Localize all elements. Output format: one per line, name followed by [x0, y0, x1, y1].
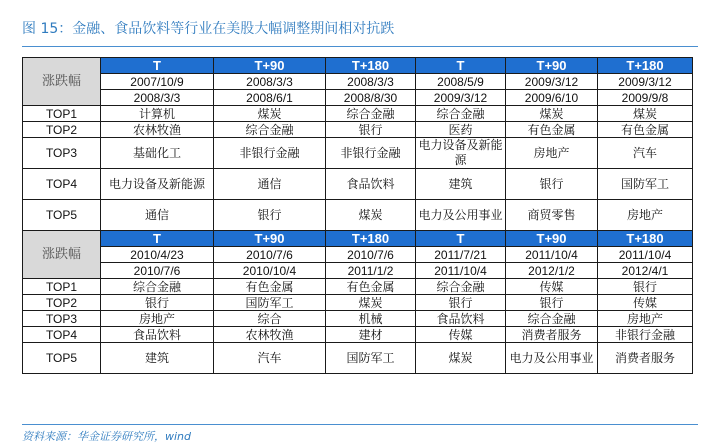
- end-date-cell: 2009/6/10: [506, 90, 598, 106]
- end-date-cell: 2010/7/6: [101, 263, 214, 279]
- industry-cell: 房地产: [598, 200, 693, 231]
- industry-cell: 综合金融: [416, 279, 506, 295]
- start-date-cell: 2010/7/6: [214, 247, 326, 263]
- table-row: [23, 343, 693, 374]
- industry-cell: 机械: [326, 311, 416, 327]
- industry-cell: 综合金融: [326, 106, 416, 122]
- industry-cell: 农林牧渔: [214, 327, 326, 343]
- start-date-cell: 2010/7/6: [326, 247, 416, 263]
- industry-cell: 消费者服务: [506, 327, 598, 343]
- industry-cell: 煤炭: [416, 343, 506, 374]
- start-date-cell: 2011/7/21: [416, 247, 506, 263]
- table-row: [23, 169, 693, 200]
- rank-label: TOP3: [23, 311, 101, 327]
- source-note: 资料来源：华金证券研究所，wind: [22, 430, 192, 443]
- header-cell: T+90: [214, 231, 326, 247]
- start-date-cell: 2008/3/3: [214, 74, 326, 90]
- end-date-cell: 2011/10/4: [416, 263, 506, 279]
- industry-cell: 非银行金融: [598, 327, 693, 343]
- industry-cell: 汽车: [598, 138, 693, 169]
- industry-cell: 房地产: [101, 311, 214, 327]
- end-date-cell: 2008/3/3: [101, 90, 214, 106]
- industry-cell: 银行: [598, 279, 693, 295]
- industry-cell: 电力设备及新能源: [416, 138, 506, 169]
- rank-label: TOP2: [23, 295, 101, 311]
- industry-cell: 食品饮料: [416, 311, 506, 327]
- end-date-cell: 2008/6/1: [214, 90, 326, 106]
- header-cell: T: [416, 58, 506, 74]
- table-row: [23, 106, 693, 122]
- industry-cell: 电力及公用事业: [506, 343, 598, 374]
- table-row: [23, 327, 693, 343]
- industry-cell: 综合金融: [506, 311, 598, 327]
- end-date-cell: 2012/4/1: [598, 263, 693, 279]
- header-cell: T: [101, 58, 214, 74]
- industry-cell: 建筑: [416, 169, 506, 200]
- title-divider: [22, 46, 698, 47]
- industry-cell: 食品饮料: [101, 327, 214, 343]
- industry-cell: 银行: [326, 122, 416, 138]
- start-date-cell: 2010/4/23: [101, 247, 214, 263]
- header-cell: T+180: [598, 58, 693, 74]
- table-row: [23, 279, 693, 295]
- industry-ranking-table: [22, 57, 693, 374]
- row-label-change: 涨跌幅: [23, 58, 101, 106]
- industry-cell: 综合金融: [214, 122, 326, 138]
- header-cell: T+90: [506, 58, 598, 74]
- industry-cell: 国防军工: [598, 169, 693, 200]
- industry-cell: 综合金融: [101, 279, 214, 295]
- industry-cell: 电力设备及新能源: [101, 169, 214, 200]
- industry-cell: 银行: [101, 295, 214, 311]
- source-divider: [22, 424, 698, 425]
- industry-cell: 商贸零售: [506, 200, 598, 231]
- industry-cell: 非银行金融: [214, 138, 326, 169]
- industry-cell: 煤炭: [506, 106, 598, 122]
- header-cell: T+180: [598, 231, 693, 247]
- table-row: [23, 138, 693, 169]
- industry-cell: 医药: [416, 122, 506, 138]
- table-row: [23, 200, 693, 231]
- table-row: [23, 311, 693, 327]
- start-date-cell: 2011/10/4: [506, 247, 598, 263]
- end-date-cell: 2010/10/4: [214, 263, 326, 279]
- rank-label: TOP5: [23, 343, 101, 374]
- industry-cell: 银行: [506, 295, 598, 311]
- start-date-cell: 2007/10/9: [101, 74, 214, 90]
- industry-cell: 计算机: [101, 106, 214, 122]
- end-date-cell: 2009/9/8: [598, 90, 693, 106]
- industry-cell: 综合: [214, 311, 326, 327]
- start-date-cell: 2009/3/12: [506, 74, 598, 90]
- industry-cell: 煤炭: [326, 200, 416, 231]
- start-date-cell: 2011/10/4: [598, 247, 693, 263]
- figure-title: 图 15：金融、食品饮料等行业在美股大幅调整期间相对抗跌: [22, 21, 395, 37]
- industry-cell: 传媒: [506, 279, 598, 295]
- industry-cell: 有色金属: [214, 279, 326, 295]
- industry-cell: 房地产: [598, 311, 693, 327]
- industry-cell: 消费者服务: [598, 343, 693, 374]
- industry-cell: 银行: [416, 295, 506, 311]
- industry-cell: 农林牧渔: [101, 122, 214, 138]
- panel-2010-2012: [23, 231, 693, 374]
- header-cell: T+180: [326, 58, 416, 74]
- industry-cell: 传媒: [598, 295, 693, 311]
- industry-cell: 通信: [214, 169, 326, 200]
- rank-label: TOP4: [23, 169, 101, 200]
- start-date-cell: 2008/5/9: [416, 74, 506, 90]
- industry-cell: 有色金属: [506, 122, 598, 138]
- industry-cell: 传媒: [416, 327, 506, 343]
- industry-cell: 有色金属: [598, 122, 693, 138]
- end-date-cell: 2008/8/30: [326, 90, 416, 106]
- industry-cell: 电力及公用事业: [416, 200, 506, 231]
- industry-cell: 通信: [101, 200, 214, 231]
- header-cell: T+90: [214, 58, 326, 74]
- industry-cell: 银行: [506, 169, 598, 200]
- industry-cell: 非银行金融: [326, 138, 416, 169]
- rank-label: TOP2: [23, 122, 101, 138]
- industry-cell: 银行: [214, 200, 326, 231]
- industry-cell: 煤炭: [598, 106, 693, 122]
- start-date-cell: 2008/3/3: [326, 74, 416, 90]
- header-cell: T: [101, 231, 214, 247]
- industry-cell: 有色金属: [326, 279, 416, 295]
- table-row: [23, 295, 693, 311]
- rank-label: TOP3: [23, 138, 101, 169]
- header-cell: T+90: [506, 231, 598, 247]
- rank-label: TOP1: [23, 106, 101, 122]
- end-date-cell: 2009/3/12: [416, 90, 506, 106]
- row-label-change: 涨跌幅: [23, 231, 101, 279]
- end-date-cell: 2012/1/2: [506, 263, 598, 279]
- industry-cell: 煤炭: [214, 106, 326, 122]
- industry-cell: 房地产: [506, 138, 598, 169]
- industry-cell: 煤炭: [326, 295, 416, 311]
- industry-cell: 食品饮料: [326, 169, 416, 200]
- rank-label: TOP4: [23, 327, 101, 343]
- industry-cell: 国防军工: [326, 343, 416, 374]
- industry-cell: 汽车: [214, 343, 326, 374]
- start-date-cell: 2009/3/12: [598, 74, 693, 90]
- industry-cell: 基础化工: [101, 138, 214, 169]
- industry-cell: 国防军工: [214, 295, 326, 311]
- industry-cell: 建材: [326, 327, 416, 343]
- end-date-cell: 2011/1/2: [326, 263, 416, 279]
- rank-label: TOP5: [23, 200, 101, 231]
- rank-label: TOP1: [23, 279, 101, 295]
- header-cell: T: [416, 231, 506, 247]
- industry-cell: 综合金融: [416, 106, 506, 122]
- industry-cell: 建筑: [101, 343, 214, 374]
- panel-2007-2009: [23, 58, 693, 231]
- header-cell: T+180: [326, 231, 416, 247]
- table-row: [23, 122, 693, 138]
